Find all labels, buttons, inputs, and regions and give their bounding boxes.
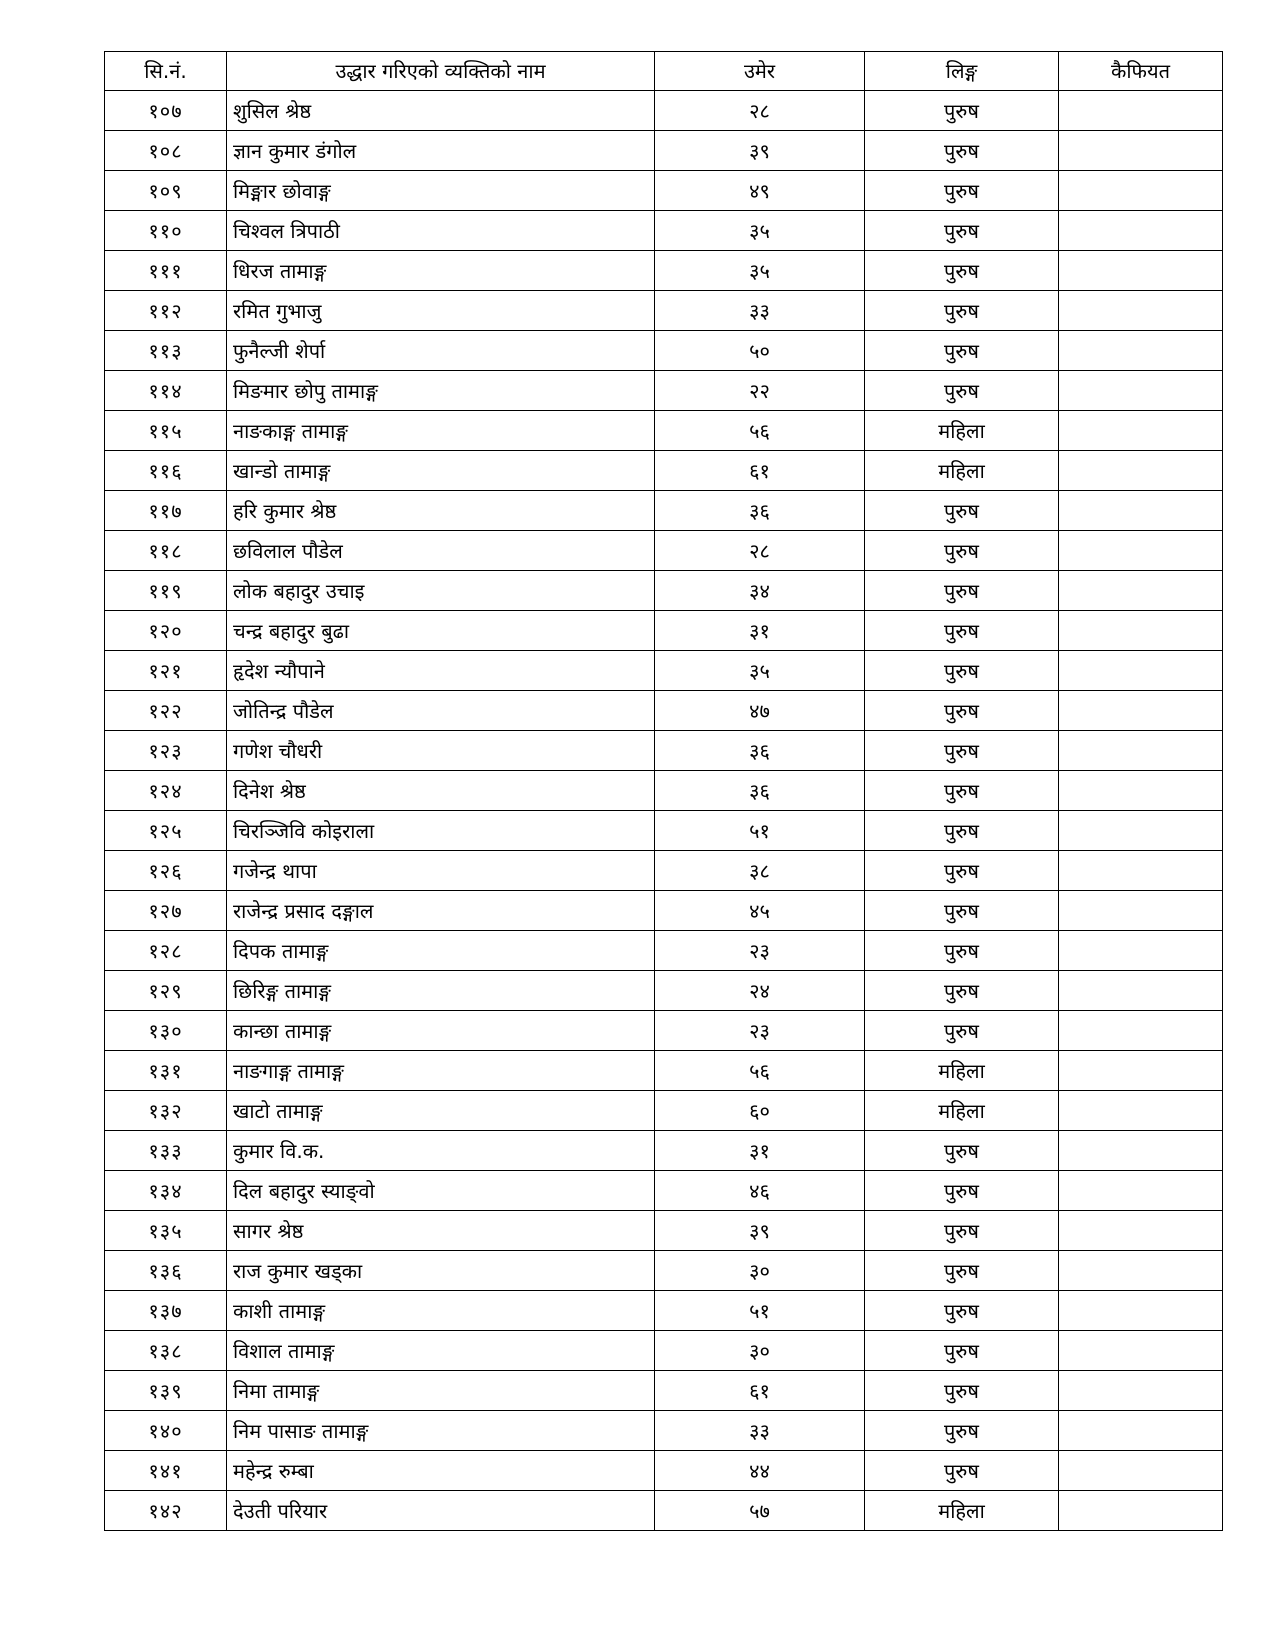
cell-person-name: लोक बहादुर उचाइ — [227, 571, 655, 611]
cell-person-name: दिपक तामाङ्ग — [227, 931, 655, 971]
cell-remarks — [1059, 291, 1223, 331]
cell-serial-number: १३५ — [105, 1211, 227, 1251]
cell-age: २८ — [655, 91, 865, 131]
cell-age: ५१ — [655, 1291, 865, 1331]
cell-remarks — [1059, 1091, 1223, 1131]
cell-remarks — [1059, 1051, 1223, 1091]
cell-age: ५६ — [655, 411, 865, 451]
cell-remarks — [1059, 931, 1223, 971]
cell-age: ५६ — [655, 1051, 865, 1091]
cell-person-name: कुमार वि.क. — [227, 1131, 655, 1171]
cell-serial-number: १३६ — [105, 1251, 227, 1291]
cell-serial-number: १०८ — [105, 131, 227, 171]
cell-person-name: हरि कुमार श्रेष्ठ — [227, 491, 655, 531]
cell-age: ३५ — [655, 251, 865, 291]
cell-serial-number: १४० — [105, 1411, 227, 1451]
cell-remarks — [1059, 1371, 1223, 1411]
table-row — [105, 1131, 1223, 1171]
cell-age: ६१ — [655, 1371, 865, 1411]
cell-age: ५७ — [655, 1491, 865, 1531]
cell-serial-number: ११९ — [105, 571, 227, 611]
cell-gender: पुरुष — [865, 131, 1059, 171]
cell-age: ३६ — [655, 731, 865, 771]
cell-serial-number: ११५ — [105, 411, 227, 451]
cell-gender: पुरुष — [865, 1451, 1059, 1491]
cell-person-name: चिरञ्जिवि कोइराला — [227, 811, 655, 851]
cell-age: ३१ — [655, 611, 865, 651]
table-row — [105, 691, 1223, 731]
cell-age: ३६ — [655, 771, 865, 811]
cell-gender: पुरुष — [865, 811, 1059, 851]
header-rescued-person-name: उद्धार गरिएको व्यक्तिको नाम — [227, 52, 655, 91]
cell-serial-number: १४१ — [105, 1451, 227, 1491]
cell-person-name: राज कुमार खड्का — [227, 1251, 655, 1291]
cell-person-name: काशी तामाङ्ग — [227, 1291, 655, 1331]
cell-remarks — [1059, 731, 1223, 771]
table-row — [105, 211, 1223, 251]
cell-person-name: मिङ्मार छोवाङ्ग — [227, 171, 655, 211]
cell-remarks — [1059, 1011, 1223, 1051]
cell-serial-number: १२१ — [105, 651, 227, 691]
cell-age: २८ — [655, 531, 865, 571]
cell-person-name: विशाल तामाङ्ग — [227, 1331, 655, 1371]
cell-age: ३० — [655, 1251, 865, 1291]
table-row — [105, 1171, 1223, 1211]
cell-person-name: चिश्वल त्रिपाठी — [227, 211, 655, 251]
cell-remarks — [1059, 1331, 1223, 1371]
cell-age: ३९ — [655, 131, 865, 171]
cell-age: ६० — [655, 1091, 865, 1131]
cell-gender: पुरुष — [865, 571, 1059, 611]
cell-gender: पुरुष — [865, 91, 1059, 131]
cell-gender: पुरुष — [865, 1211, 1059, 1251]
cell-serial-number: ११३ — [105, 331, 227, 371]
cell-gender: पुरुष — [865, 651, 1059, 691]
cell-remarks — [1059, 691, 1223, 731]
cell-person-name: नाङकाङ्ग तामाङ्ग — [227, 411, 655, 451]
cell-serial-number: ११७ — [105, 491, 227, 531]
header-gender: लिङ्ग — [865, 52, 1059, 91]
table-row — [105, 731, 1223, 771]
table-row — [105, 531, 1223, 571]
cell-serial-number: १३१ — [105, 1051, 227, 1091]
cell-remarks — [1059, 811, 1223, 851]
cell-serial-number: १११ — [105, 251, 227, 291]
table-row — [105, 971, 1223, 1011]
cell-gender: पुरुष — [865, 1251, 1059, 1291]
cell-gender: महिला — [865, 411, 1059, 451]
table-row — [105, 771, 1223, 811]
cell-serial-number: १३७ — [105, 1291, 227, 1331]
cell-person-name: गजेन्द्र थापा — [227, 851, 655, 891]
cell-remarks — [1059, 571, 1223, 611]
cell-person-name: सागर श्रेष्ठ — [227, 1211, 655, 1251]
table-row — [105, 291, 1223, 331]
table-row — [105, 571, 1223, 611]
cell-remarks — [1059, 851, 1223, 891]
table-row — [105, 451, 1223, 491]
cell-gender: पुरुष — [865, 611, 1059, 651]
cell-serial-number: १२९ — [105, 971, 227, 1011]
cell-gender: पुरुष — [865, 331, 1059, 371]
cell-age: ३५ — [655, 211, 865, 251]
cell-serial-number: ११८ — [105, 531, 227, 571]
table-header-row — [105, 52, 1223, 91]
table-body — [105, 91, 1223, 1531]
table-row — [105, 331, 1223, 371]
cell-remarks — [1059, 251, 1223, 291]
cell-age: ६१ — [655, 451, 865, 491]
header-age: उमेर — [655, 52, 865, 91]
table-row — [105, 1291, 1223, 1331]
cell-age: ३१ — [655, 1131, 865, 1171]
table-row — [105, 651, 1223, 691]
cell-person-name: छविलाल पौडेल — [227, 531, 655, 571]
table-row — [105, 131, 1223, 171]
cell-gender: पुरुष — [865, 931, 1059, 971]
table-row — [105, 891, 1223, 931]
cell-age: ३४ — [655, 571, 865, 611]
cell-age: ३३ — [655, 291, 865, 331]
table-row — [105, 1051, 1223, 1091]
cell-age: ४६ — [655, 1171, 865, 1211]
cell-serial-number: १२७ — [105, 891, 227, 931]
cell-person-name: देउती परियार — [227, 1491, 655, 1531]
cell-remarks — [1059, 1251, 1223, 1291]
cell-age: ५१ — [655, 811, 865, 851]
cell-age: ३८ — [655, 851, 865, 891]
cell-serial-number: ११४ — [105, 371, 227, 411]
cell-remarks — [1059, 1411, 1223, 1451]
cell-person-name: हृदेश न्यौपाने — [227, 651, 655, 691]
cell-gender: पुरुष — [865, 1331, 1059, 1371]
cell-remarks — [1059, 331, 1223, 371]
cell-person-name: शुसिल श्रेष्ठ — [227, 91, 655, 131]
cell-age: ३५ — [655, 651, 865, 691]
cell-gender: पुरुष — [865, 171, 1059, 211]
cell-gender: पुरुष — [865, 691, 1059, 731]
cell-age: ३९ — [655, 1211, 865, 1251]
cell-age: ४४ — [655, 1451, 865, 1491]
cell-remarks — [1059, 1451, 1223, 1491]
cell-person-name: फुनैल्जी शेर्पा — [227, 331, 655, 371]
cell-remarks — [1059, 531, 1223, 571]
cell-serial-number: १३९ — [105, 1371, 227, 1411]
cell-person-name: निमा तामाङ्ग — [227, 1371, 655, 1411]
table-row — [105, 171, 1223, 211]
cell-serial-number: ११६ — [105, 451, 227, 491]
table-row — [105, 1211, 1223, 1251]
cell-person-name: मिङमार छोपु तामाङ्ग — [227, 371, 655, 411]
cell-serial-number: ११२ — [105, 291, 227, 331]
cell-gender: पुरुष — [865, 851, 1059, 891]
table-row — [105, 1451, 1223, 1491]
table-row — [105, 931, 1223, 971]
cell-remarks — [1059, 1491, 1223, 1531]
cell-age: ३६ — [655, 491, 865, 531]
cell-age: २३ — [655, 1011, 865, 1051]
table-row — [105, 1491, 1223, 1531]
cell-age: ३० — [655, 1331, 865, 1371]
cell-remarks — [1059, 411, 1223, 451]
cell-gender: पुरुष — [865, 491, 1059, 531]
cell-gender: पुरुष — [865, 891, 1059, 931]
cell-person-name: कान्छा तामाङ्ग — [227, 1011, 655, 1051]
cell-gender: पुरुष — [865, 1131, 1059, 1171]
cell-gender: पुरुष — [865, 291, 1059, 331]
cell-serial-number: १३३ — [105, 1131, 227, 1171]
cell-serial-number: १२४ — [105, 771, 227, 811]
table-row — [105, 1251, 1223, 1291]
cell-serial-number: १२६ — [105, 851, 227, 891]
table-row — [105, 1411, 1223, 1451]
cell-remarks — [1059, 491, 1223, 531]
table-row — [105, 1331, 1223, 1371]
cell-remarks — [1059, 451, 1223, 491]
cell-remarks — [1059, 1291, 1223, 1331]
cell-serial-number: १२० — [105, 611, 227, 651]
table-row — [105, 251, 1223, 291]
cell-serial-number: ११० — [105, 211, 227, 251]
cell-person-name: खान्डो तामाङ्ग — [227, 451, 655, 491]
cell-serial-number: १३४ — [105, 1171, 227, 1211]
cell-age: ४९ — [655, 171, 865, 211]
cell-remarks — [1059, 211, 1223, 251]
cell-person-name: ज्ञान कुमार डंगोल — [227, 131, 655, 171]
table-row — [105, 1371, 1223, 1411]
cell-age: ४७ — [655, 691, 865, 731]
cell-gender: महिला — [865, 1491, 1059, 1531]
cell-gender: महिला — [865, 451, 1059, 491]
table-row — [105, 1091, 1223, 1131]
table-row — [105, 91, 1223, 131]
cell-person-name: छिरिङ्ग तामाङ्ग — [227, 971, 655, 1011]
cell-serial-number: १०९ — [105, 171, 227, 211]
cell-remarks — [1059, 891, 1223, 931]
header-serial-number: सि.नं. — [105, 52, 227, 91]
cell-serial-number: १०७ — [105, 91, 227, 131]
cell-person-name: निम पासाङ तामाङ्ग — [227, 1411, 655, 1451]
cell-gender: पुरुष — [865, 731, 1059, 771]
table-row — [105, 411, 1223, 451]
cell-remarks — [1059, 611, 1223, 651]
cell-person-name: रमित गुभाजु — [227, 291, 655, 331]
table-row — [105, 811, 1223, 851]
cell-remarks — [1059, 1211, 1223, 1251]
cell-serial-number: १३० — [105, 1011, 227, 1051]
cell-gender: पुरुष — [865, 211, 1059, 251]
cell-serial-number: १२३ — [105, 731, 227, 771]
cell-person-name: नाङगाङ्ग तामाङ्ग — [227, 1051, 655, 1091]
cell-serial-number: १२५ — [105, 811, 227, 851]
table-row — [105, 491, 1223, 531]
cell-age: ३३ — [655, 1411, 865, 1451]
cell-person-name: दिल बहादुर स्याङ्वो — [227, 1171, 655, 1211]
cell-remarks — [1059, 651, 1223, 691]
cell-remarks — [1059, 131, 1223, 171]
cell-remarks — [1059, 1171, 1223, 1211]
cell-age: ४५ — [655, 891, 865, 931]
cell-age: २४ — [655, 971, 865, 1011]
cell-remarks — [1059, 171, 1223, 211]
cell-serial-number: १३८ — [105, 1331, 227, 1371]
cell-gender: पुरुष — [865, 371, 1059, 411]
cell-gender: पुरुष — [865, 531, 1059, 571]
cell-person-name: महेन्द्र रुम्बा — [227, 1451, 655, 1491]
cell-age: ५० — [655, 331, 865, 371]
cell-remarks — [1059, 771, 1223, 811]
cell-person-name: खाटो तामाङ्ग — [227, 1091, 655, 1131]
cell-gender: पुरुष — [865, 1371, 1059, 1411]
table-row — [105, 371, 1223, 411]
cell-gender: पुरुष — [865, 1011, 1059, 1051]
cell-person-name: दिनेश श्रेष्ठ — [227, 771, 655, 811]
cell-gender: पुरुष — [865, 1411, 1059, 1451]
table-row — [105, 611, 1223, 651]
cell-gender: पुरुष — [865, 771, 1059, 811]
cell-remarks — [1059, 371, 1223, 411]
cell-gender: पुरुष — [865, 1291, 1059, 1331]
cell-remarks — [1059, 91, 1223, 131]
cell-serial-number: १२२ — [105, 691, 227, 731]
cell-person-name: धिरज तामाङ्ग — [227, 251, 655, 291]
cell-age: २३ — [655, 931, 865, 971]
cell-gender: पुरुष — [865, 971, 1059, 1011]
cell-serial-number: १३२ — [105, 1091, 227, 1131]
table-row — [105, 851, 1223, 891]
cell-gender: पुरुष — [865, 251, 1059, 291]
rescued-persons-table — [104, 51, 1223, 1531]
cell-serial-number: १२८ — [105, 931, 227, 971]
cell-remarks — [1059, 1131, 1223, 1171]
cell-gender: महिला — [865, 1051, 1059, 1091]
cell-person-name: जोतिन्द्र पौडेल — [227, 691, 655, 731]
cell-age: २२ — [655, 371, 865, 411]
cell-person-name: गणेश चौधरी — [227, 731, 655, 771]
cell-remarks — [1059, 971, 1223, 1011]
cell-gender: पुरुष — [865, 1171, 1059, 1211]
table-row — [105, 1011, 1223, 1051]
cell-serial-number: १४२ — [105, 1491, 227, 1531]
cell-gender: महिला — [865, 1091, 1059, 1131]
cell-person-name: चन्द्र बहादुर बुढा — [227, 611, 655, 651]
header-remarks: कैफियत — [1059, 52, 1223, 91]
cell-person-name: राजेन्द्र प्रसाद दङ्गाल — [227, 891, 655, 931]
